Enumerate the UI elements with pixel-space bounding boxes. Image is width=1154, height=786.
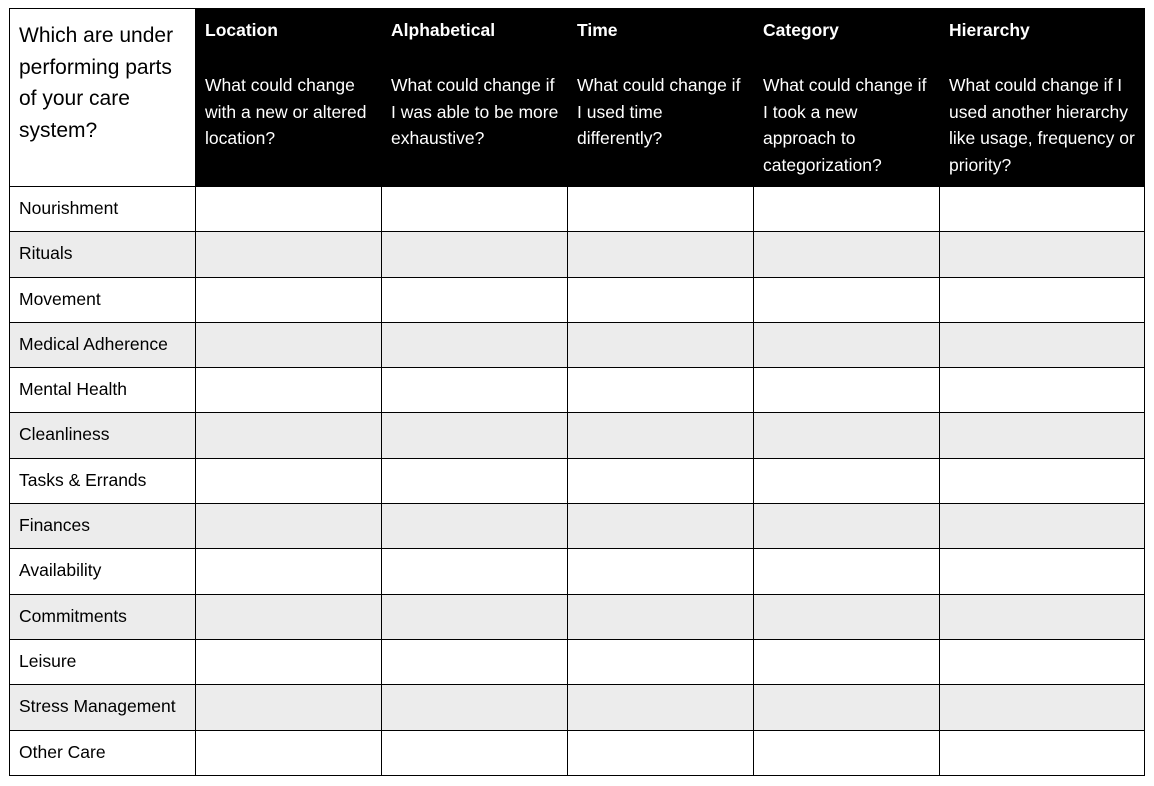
table-cell[interactable] [196,413,382,458]
row-label: Other Care [10,730,196,775]
table-row [10,639,1145,684]
table-cell[interactable] [940,232,1145,277]
table-cell[interactable] [754,413,940,458]
column-header-category [754,9,940,187]
column-title: Hierarchy [949,20,1030,40]
table-cell[interactable] [568,594,754,639]
table-cell[interactable] [382,187,568,232]
table-cell[interactable] [382,458,568,503]
row-label: Finances [10,504,196,549]
header-row [10,9,1145,187]
table-cell[interactable] [754,594,940,639]
column-header-location [196,9,382,187]
row-label: Mental Health [10,368,196,413]
table-cell[interactable] [568,232,754,277]
table-cell[interactable] [196,277,382,322]
table-cell[interactable] [382,368,568,413]
table-cell[interactable] [382,549,568,594]
table-cell[interactable] [754,639,940,684]
table-cell[interactable] [382,685,568,730]
table-cell[interactable] [568,187,754,232]
row-label: Commitments [10,594,196,639]
column-question: What could change with a new or altered location? [205,75,367,148]
table-cell[interactable] [754,458,940,503]
table-row [10,685,1145,730]
table-cell[interactable] [196,639,382,684]
table-row [10,594,1145,639]
table-cell[interactable] [940,322,1145,367]
table-cell[interactable] [568,639,754,684]
table-cell[interactable] [940,413,1145,458]
table-cell[interactable] [940,685,1145,730]
table-cell[interactable] [196,594,382,639]
column-header-hierarchy [940,9,1145,187]
table-cell[interactable] [196,458,382,503]
table-cell[interactable] [568,277,754,322]
row-label: Rituals [10,232,196,277]
table-cell[interactable] [754,232,940,277]
table-row [10,187,1145,232]
column-question: What could change if I used time differently? [577,75,741,148]
table-row [10,730,1145,775]
table-cell[interactable] [940,187,1145,232]
table-cell[interactable] [568,413,754,458]
row-label: Tasks & Errands [10,458,196,503]
table-cell[interactable] [940,368,1145,413]
table-row [10,277,1145,322]
table-cell[interactable] [196,730,382,775]
table-cell[interactable] [196,549,382,594]
table-row [10,549,1145,594]
column-header-alphabetical [382,9,568,187]
table-cell[interactable] [940,639,1145,684]
table-cell[interactable] [568,368,754,413]
table-row [10,458,1145,503]
corner-prompt: Which are under performing parts of your care system? [10,9,196,187]
row-label: Cleanliness [10,413,196,458]
table-cell[interactable] [940,458,1145,503]
column-title: Time [577,20,618,40]
table-cell[interactable] [382,594,568,639]
table-row [10,232,1145,277]
row-label: Medical Adherence [10,322,196,367]
table-cell[interactable] [196,187,382,232]
table-cell[interactable] [196,368,382,413]
table-cell[interactable] [754,549,940,594]
table-cell[interactable] [382,277,568,322]
table-cell[interactable] [382,232,568,277]
table-cell[interactable] [754,504,940,549]
row-label: Leisure [10,639,196,684]
row-label: Movement [10,277,196,322]
table-cell[interactable] [382,639,568,684]
table-cell[interactable] [196,232,382,277]
table-cell[interactable] [568,685,754,730]
table-cell[interactable] [754,187,940,232]
table-cell[interactable] [382,322,568,367]
table-cell[interactable] [754,368,940,413]
table-cell[interactable] [940,504,1145,549]
table-cell[interactable] [940,730,1145,775]
table-cell[interactable] [382,730,568,775]
column-question: What could change if I took a new approach to categorization? [763,75,927,175]
table-cell[interactable] [568,730,754,775]
row-label: Availability [10,549,196,594]
row-label: Nourishment [10,187,196,232]
table-cell[interactable] [754,730,940,775]
table-cell[interactable] [568,549,754,594]
care-system-table [9,8,1145,776]
table-cell[interactable] [568,458,754,503]
column-title: Category [763,20,839,40]
table-cell[interactable] [196,504,382,549]
table-cell[interactable] [940,594,1145,639]
row-label: Stress Management [10,685,196,730]
table-row [10,413,1145,458]
table-cell[interactable] [568,504,754,549]
table-cell[interactable] [568,322,754,367]
table-cell[interactable] [754,685,940,730]
column-header-time [568,9,754,187]
table-cell[interactable] [196,685,382,730]
table-cell[interactable] [940,277,1145,322]
table-cell[interactable] [940,549,1145,594]
table-cell[interactable] [382,413,568,458]
column-title: Location [205,20,278,40]
column-question: What could change if I used another hierarchy like usage, frequency or priority? [949,75,1135,175]
column-question: What could change if I was able to be more exhaustive? [391,75,559,148]
table-cell[interactable] [754,277,940,322]
table-row [10,322,1145,367]
column-title: Alphabetical [391,20,496,40]
table-row [10,504,1145,549]
table-cell[interactable] [754,322,940,367]
table-cell[interactable] [382,504,568,549]
table-cell[interactable] [196,322,382,367]
table-row [10,368,1145,413]
